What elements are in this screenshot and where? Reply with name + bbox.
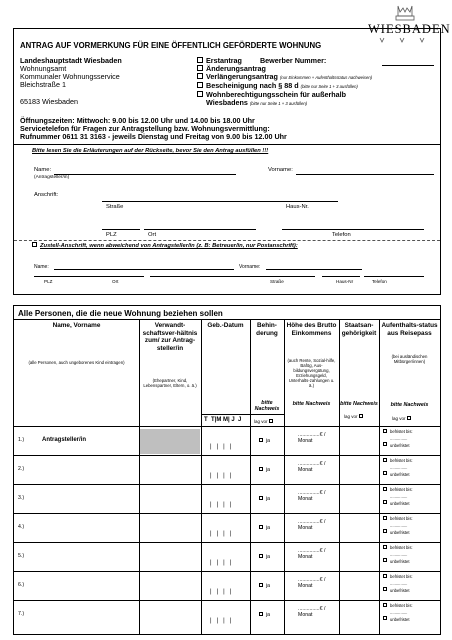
aufenthalt-options[interactable]: befristet bis: ............... unbefristet	[383, 545, 413, 565]
behinderung-ja[interactable]: ja	[259, 467, 270, 473]
col-header-einkommen: Höhe des Brutto Einkommens	[286, 322, 337, 337]
option-bescheinigung[interactable]: Bescheinigung nach § 88 d (bitte nur Seite 1 + 3 ausfüllen)	[197, 82, 372, 91]
behinderung-ja[interactable]: ja	[259, 554, 270, 560]
telefon-field[interactable]	[282, 229, 424, 230]
table-row	[14, 484, 440, 513]
checkbox[interactable]	[197, 73, 203, 79]
name-label: Name:	[34, 167, 52, 173]
zustell-title[interactable]: Zustell-Anschrift, wenn abweichend von Antragsteller/in (z. B: Betreuer/in, nur Postanschrift):	[32, 243, 298, 249]
col-lag-behinderung: lag vor	[254, 419, 276, 424]
col-sub-gebdatum: T T|M M| J J	[204, 417, 242, 423]
behinderung-ja[interactable]: ja	[259, 496, 270, 502]
persons-table	[13, 305, 441, 635]
row-number: 7.)	[18, 611, 25, 617]
name-sublabel: (Antragsteller/in)	[34, 175, 70, 180]
behinderung-ja[interactable]: ja	[259, 438, 270, 444]
aufenthalt-options[interactable]: befristet bis: ............... unbefristet	[383, 429, 413, 449]
section-divider	[14, 240, 440, 241]
application-header-box	[13, 28, 441, 145]
option-verlaengerung[interactable]: Verlängerungsantrag (nur Einkommen + Aufenthaltsstatus nachweisen)	[197, 73, 372, 82]
row-number: 4.)	[18, 524, 25, 530]
date-boxes[interactable]: ||||	[210, 473, 237, 479]
bewerber-number-field[interactable]	[382, 65, 434, 66]
zustell-line-a[interactable]	[34, 276, 144, 277]
telefon-label: Telefon	[332, 232, 351, 238]
shaded-cell	[140, 429, 200, 454]
col-header-behinderung: Behin-derung	[256, 322, 278, 337]
ort-field[interactable]	[144, 229, 256, 230]
table-row	[14, 513, 440, 542]
income-field[interactable]: ...............€ / Monat	[298, 606, 326, 618]
aufenthalt-options[interactable]: befristet bis: ............... unbefristet	[383, 487, 413, 507]
row-number: 5.)	[18, 553, 25, 559]
col-note-aufenthalt: (bei ausländischen Mitbürger/innen)	[391, 354, 428, 364]
row-number: 6.)	[18, 582, 25, 588]
table-title: Alle Personen, die die neue Wohnung beziehen sollen	[18, 309, 223, 318]
date-boxes[interactable]: ||||	[210, 502, 237, 508]
checkbox[interactable]	[197, 91, 203, 97]
col-header-staat: Staatsan-gehörigkeit	[341, 322, 377, 337]
zustell-telefon-label: Telefon	[372, 279, 387, 284]
zustell-line-c[interactable]	[322, 276, 360, 277]
aufenthalt-options[interactable]: befristet bis: ............... unbefristet	[383, 603, 413, 623]
income-field[interactable]: ...............€ / Monat	[298, 548, 326, 560]
hausnr-label: Haus-Nr.	[286, 204, 309, 210]
checkbox[interactable]	[197, 65, 203, 71]
table-row	[14, 542, 440, 571]
option-erstantrag[interactable]: Erstantrag Bewerber Nummer:	[197, 57, 372, 65]
option-wbs[interactable]: Wohnberechtigungsschein für außerhalb	[197, 91, 372, 99]
income-field[interactable]: ...............€ / Monat	[298, 432, 326, 444]
col-sub-staat: bitte Nachweis	[340, 401, 378, 407]
street-field[interactable]	[102, 201, 338, 202]
aufenthalt-options[interactable]: befristet bis: ............... unbefristet	[383, 516, 413, 536]
col-note-verwandt: (Ehepartner, Kind, Lebenspartner, Eltern, o. ä.)	[143, 378, 197, 388]
income-field[interactable]: ...............€ / Monat	[298, 577, 326, 589]
col-header-gebdatum: Geb.-Datum	[207, 322, 244, 329]
zustell-vorname-field[interactable]	[266, 269, 362, 270]
zustell-name-field[interactable]	[54, 269, 234, 270]
checkbox[interactable]	[197, 57, 203, 63]
row-number: 3.)	[18, 495, 25, 501]
logo-text: WIESBADEN	[368, 22, 451, 36]
zustell-line-d[interactable]	[364, 276, 424, 277]
zustell-street-label: Straße	[270, 279, 284, 284]
col-header-name: Name, Vorname	[52, 322, 101, 329]
table-row	[14, 571, 440, 600]
zustell-vorname-label: Vorname:	[239, 264, 261, 270]
table-row	[14, 600, 440, 629]
income-field[interactable]: ...............€ / Monat	[298, 519, 326, 531]
col-sub-aufenthalt: bitte Nachweis	[390, 402, 429, 408]
date-boxes[interactable]: ||||	[210, 560, 237, 566]
col-lag-staat: lag vor	[344, 414, 366, 419]
form-title: ANTRAG AUF VORMERKUNG FÜR EINE ÖFFENTLICH GEFÖRDERTE WOHNUNG	[20, 41, 322, 50]
instruction-note: Bitte lesen Sie die Erläuterungen auf der Rückseite, bevor Sie den Antrag ausfüllen !!!	[32, 148, 269, 154]
name-field[interactable]	[54, 174, 236, 175]
zustell-plz-label: PLZ	[44, 279, 53, 284]
vorname-field[interactable]	[296, 174, 434, 175]
zustell-name-label: Name:	[34, 264, 49, 270]
aufenthalt-options[interactable]: befristet bis: ............... unbefristet	[383, 574, 413, 594]
col-note-einkommen: (auch Rente, Sozial-hilfe, Bafög, Aus-bildungsvergütung, Erziehungsgeld, Unterhalts-zahlungen u. ä.)	[287, 358, 336, 388]
behinderung-ja[interactable]: ja	[259, 583, 270, 589]
row-number: 1.)	[18, 437, 25, 443]
vorname-label: Vorname:	[268, 167, 293, 173]
date-boxes[interactable]: ||||	[210, 618, 237, 624]
checkbox[interactable]	[197, 82, 203, 88]
zustell-ort-label: Ort	[112, 279, 119, 284]
income-field[interactable]: ...............€ / Monat	[298, 490, 326, 502]
anschrift-label: Anschrift:	[34, 192, 59, 198]
aufenthalt-options[interactable]: befristet bis: ............... unbefristet	[383, 458, 413, 478]
col-sub-behinderung: bitte Nachweis	[254, 400, 280, 412]
ort-label: Ort	[148, 232, 157, 238]
income-field[interactable]: ...............€ / Monat	[298, 461, 326, 473]
table-row	[14, 426, 440, 455]
col-note-name: (alle Personen, auch ungeborenes Kind eintragen)	[28, 360, 125, 365]
behinderung-ja[interactable]: ja	[259, 525, 270, 531]
behinderung-ja[interactable]: ja	[259, 612, 270, 618]
zustell-hausnr-label: Haus-Nr	[336, 279, 354, 284]
col-sub-einkommen: bitte Nachweis	[292, 401, 331, 407]
bewerber-label: Bewerber Nummer:	[259, 56, 327, 65]
col-header-aufenthalt: Aufenthalts-status aus Reisepass	[381, 322, 438, 337]
table-row	[14, 455, 440, 484]
col-lag-aufenthalt: lag vor	[392, 416, 414, 421]
opening-hours: Öffnungszeiten: Mittwoch: 9.00 bis 12.00 Uhr und 14.00 bis 18.00 Uhr Servicetelefon für Fragen zur Antragstellung bzw. Wohnungsvermittlung: Rufnummer 0611 31 3163 - jeweils Dienstag und Freitag von 9.00 bis 12.00 Uhr	[20, 116, 287, 141]
zustell-checkbox[interactable]	[32, 242, 37, 247]
street-label: Straße	[106, 204, 124, 210]
col-header-verwandt: Verwandt-schaftsver-hältnis zum/ zur Antrag-steller/in	[142, 322, 198, 352]
zustell-line-b[interactable]	[150, 276, 315, 277]
plz-label: PLZ	[106, 232, 117, 238]
date-boxes[interactable]: ||||	[210, 531, 237, 537]
date-boxes[interactable]: ||||	[210, 444, 237, 450]
applicant-section	[13, 145, 441, 295]
date-boxes[interactable]: ||||	[210, 589, 237, 595]
row-number: 2.)	[18, 466, 25, 472]
option-aenderung[interactable]: Änderungsantrag	[197, 65, 372, 73]
row-name[interactable]: Antragsteller/in	[42, 437, 87, 443]
application-type-options: Erstantrag Bewerber Nummer: Änderungsantrag Verlängerungsantrag (nur Einkommen + Aufenthaltsstatus nachweisen) Bescheinigung nach § 88 d (bitte nur Seite 1 + 3 ausfüllen) Wohnberechtigungsschein für außerhalb Wiesbadens (bitte nur Seite 1 + 3 ausfüllen)	[197, 57, 372, 108]
plz-field[interactable]	[102, 229, 140, 230]
office-address: Landeshauptstadt Wiesbaden Wohnungsamt Kommunaler Wohnungsservice Bleichstraße 1 65183 Wiesbaden	[20, 56, 122, 106]
